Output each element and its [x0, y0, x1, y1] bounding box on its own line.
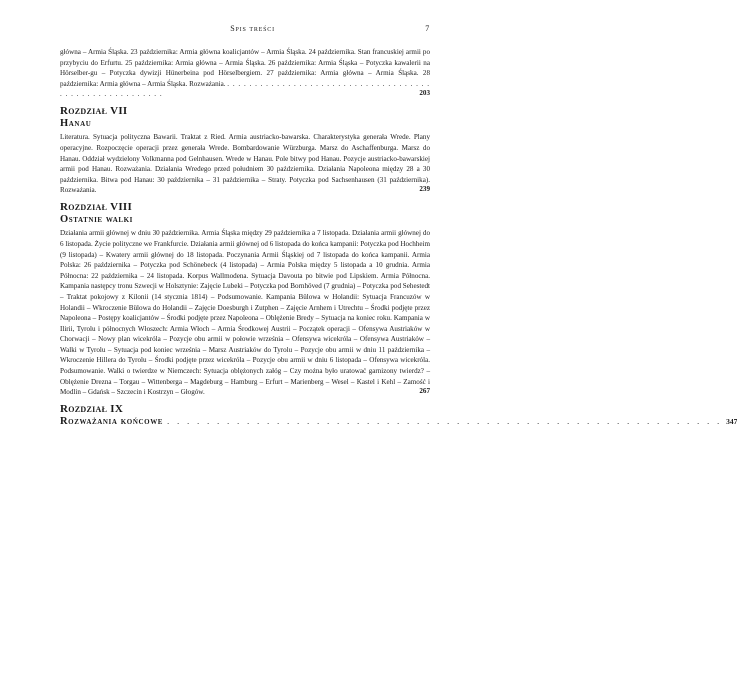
dot-leader: . . . . . . . . . . . . . . . . . . . . . . . . . . . . . . . . . . . . . . . . . . . . . . . . . . . . . . . . [167, 417, 723, 427]
chapter-title: Rozważania końcowe [60, 416, 164, 428]
entry-text: Literatura. Sytuacja polityczna Bawarii. Traktat z Ried. Armia austriacko-bawarska. Charakterystyka generała Wrede. Plany operacyjne. Rozpoczęcie operacji przez generała Wrede. Bombardowanie Würzburga. Marsz do Aschaffenburga. Marsz do Hanau. Oddział wydzielony Volkmanna pod Gelnhausen. Wrede w Hanau. Pole bitwy pod Hanau. Pozycje austriacko-bawarskiej armii pod Hanau. Rozważania. Działania Wredego przed południem 30 października. Działania Napoleona między 28 a 30 października. Bitwa pod Hanau: 30 października – 31 października – Straty. Potyczka pod Sachsenhausen (31 października). Rozważania. [60, 133, 430, 195]
chapter-title: Ostatnie walki [60, 214, 134, 226]
toc-entry-description [60, 132, 430, 196]
toc-page-ref: 239 [419, 185, 430, 194]
chapter-title: Hanau [60, 118, 92, 130]
chapter-label: Rozdział VIII [60, 201, 133, 214]
toc-page-ref: 267 [419, 387, 430, 396]
entry-text: Działania armii głównej w dniu 30 października. Armia Śląska między 29 października a 7 listopada. Działania armii głównej do 6 listopada. Życie polityczne we Frankfurcie. Działania armii głównej od 6 listopada do końca kampanii: Potyczka pod Hochheim (9 listopada) – Kwatery armii głównej do 18 listopada. Poczynania Armii Śląskiej od 7 listopada do końca kampanii. Armia Polska: 26 października – Potyczka pod Schönebeck (4 listopada) – Armia Polska między 5 listopada a 10 grudnia. Armia Północna: 22 października – 24 listopada. Korpus Wallmodena. Sytuacja Davouta po bitwie pod Lipskiem. Armia Północna. Kampania następcy tronu Szwecji w Holsztynie: Zajęcie Lubeki – Potyczka pod Bornhöved (7 grudnia) – Potyczka pod Sehestedt – Traktat pokojowy z Kilonii (14 stycznia 1814) – Podsumowanie. Kampania Bülowa w Holandii: Sytuacja Francuzów w Holandii – Wkroczenie Bülowa do Holandii – Zajęcie Doesburgh i Zutphen – Zajęcie Arnhem i Utrechtu – Środki podjęte przez Napoleona – Postępy koalicjantów – Środki podjęte przez Napoleona – Oblężenie Bredy – Sytuacja na koniec roku. Kampania w Ilirii, Tyrolu i północnych Włoszech: Armia Włoch – Armia Środkowej Austrii – Początek operacji – Ofensywa Austriaków w Chorwacji – Nowy plan wicekróla – Pozycje obu armii w połowie września – Ofensywa wicekróla – Ofensywa Austriaków – Walki w Tyrolu – Sytuacja pod koniec września – Marsz Austriaków do Tyrolu – Pozycje obu armii w dniu 11 października – Wkroczenie Hillera do Tyrolu – Środki podjęte przez wicekróla – Pozycje obu armii w dniu 6 listopada – Ofensywa wicekróla. Podsumowanie. Walki o twierdze w Niemczech: Sytuacja oblężonych załóg – Czy można było uratować garnizony twierdz? – Oblężenie Drezna – Torgau – Wittenberga – Magdeburg – Hamburg – Erfurt – Marienberg – Wesel – Kastel i Kehl – Zamość i Modlin – Gdańsk – Szczecin i Kostrzyn – Głogów. [60, 229, 430, 397]
toc-page-ref: 347 [726, 417, 737, 427]
running-head [60, 24, 430, 33]
toc-page-ref: 203 [419, 89, 430, 98]
chapter-label: Rozdział VII [60, 105, 128, 118]
chapter-label: Rozdział IX [60, 403, 124, 416]
dot-leader: . . . . . . . . . . . . . . . . . . . . . . . . . . . . . . . . . . . . . . . . . . . . . . . . . . . . . . . . [60, 79, 430, 99]
toc-page [60, 24, 737, 433]
running-head-title: Spis treści [230, 24, 275, 33]
toc-entry-description [60, 47, 430, 100]
toc-entry-continuation [60, 47, 430, 97]
page-number: 7 [425, 24, 430, 33]
entry-text: główna – Armia Śląska. 23 października: Armia główna koalicjantów – Armia Śląska. 24 października. Stan francuskiej armii po przybyciu do Erfurtu. 25 października: Armia główna – Armia Śląska. 26 października: Armia Śląska – Potyczka kawalerii na Hörselber-gu – Potyczka dywizji Hünerbeina pod Hörselbergiem. 27 października: Armia główna – Armia Śląska. 28 października: Armia główna – Armia Śląska. Rozważania. [60, 48, 430, 88]
toc-chapter-8 [60, 201, 430, 395]
toc-chapter-7 [60, 105, 430, 193]
toc-final-row [60, 416, 737, 428]
toc-entry-description [60, 228, 430, 398]
toc-chapter-9 [60, 403, 737, 428]
